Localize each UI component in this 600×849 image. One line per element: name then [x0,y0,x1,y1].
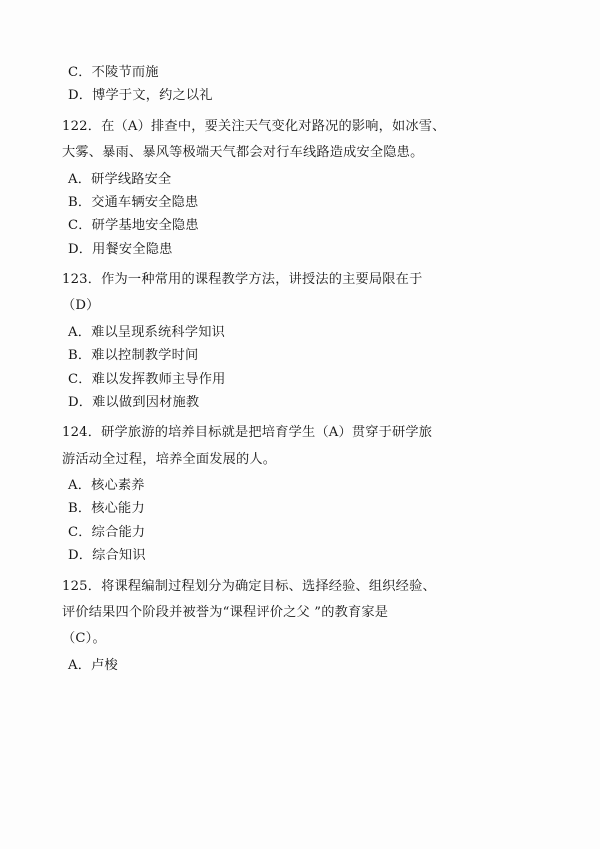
option-line: C．不陵节而施 [68,65,159,80]
option-line: C．综合能力 [68,524,146,540]
question-line: 125．将课程编制过程划分为确定目标、选择经验、组织经验、 [62,578,436,594]
option-line: C．研学基地安全隐患 [68,218,199,234]
option-line: C．难以发挥教师主导作用 [68,371,226,387]
option-line: D．用餐安全隐患 [68,241,173,257]
continuation-line: （D） [62,298,100,314]
option-line: B．交通车辆安全隐患 [68,194,199,210]
continuation-line: 评价结果四个阶段并被誉为“课程评价之父 ”的教育家是 [62,604,389,620]
option-line: A．难以呈现系统科学知识 [68,324,225,340]
option-line: A．研学线路安全 [68,171,172,187]
document-text-body [62,62,542,676]
option-line: D．博学于文，约之以礼 [68,88,213,104]
continuation-line: 大雾、暴雨、暴风等极端天气都会对行车线路造成安全隐患。 [62,145,424,161]
option-line: B．难以控制教学时间 [68,348,199,364]
option-line: D．难以做到因材施教 [68,394,200,410]
option-line: A．卢梭 [68,657,118,673]
continuation-line: （C）。 [62,631,106,647]
continuation-line: 游活动全过程，培养全面发展的人。 [62,451,277,467]
option-line: A．核心素养 [68,478,145,493]
option-line: B．核心能力 [68,501,145,517]
question-line: 124．研学旅游的培养目标就是把培育学生（A）贯穿于研学旅 [62,425,433,441]
question-line: 122．在（A）排查中，要关注天气变化对路况的影响，如冰雪、 [62,118,446,134]
option-line: D．综合知识 [68,548,146,564]
question-line: 123．作为一种常用的课程教学方法，讲授法的主要局限在于 [62,272,423,287]
